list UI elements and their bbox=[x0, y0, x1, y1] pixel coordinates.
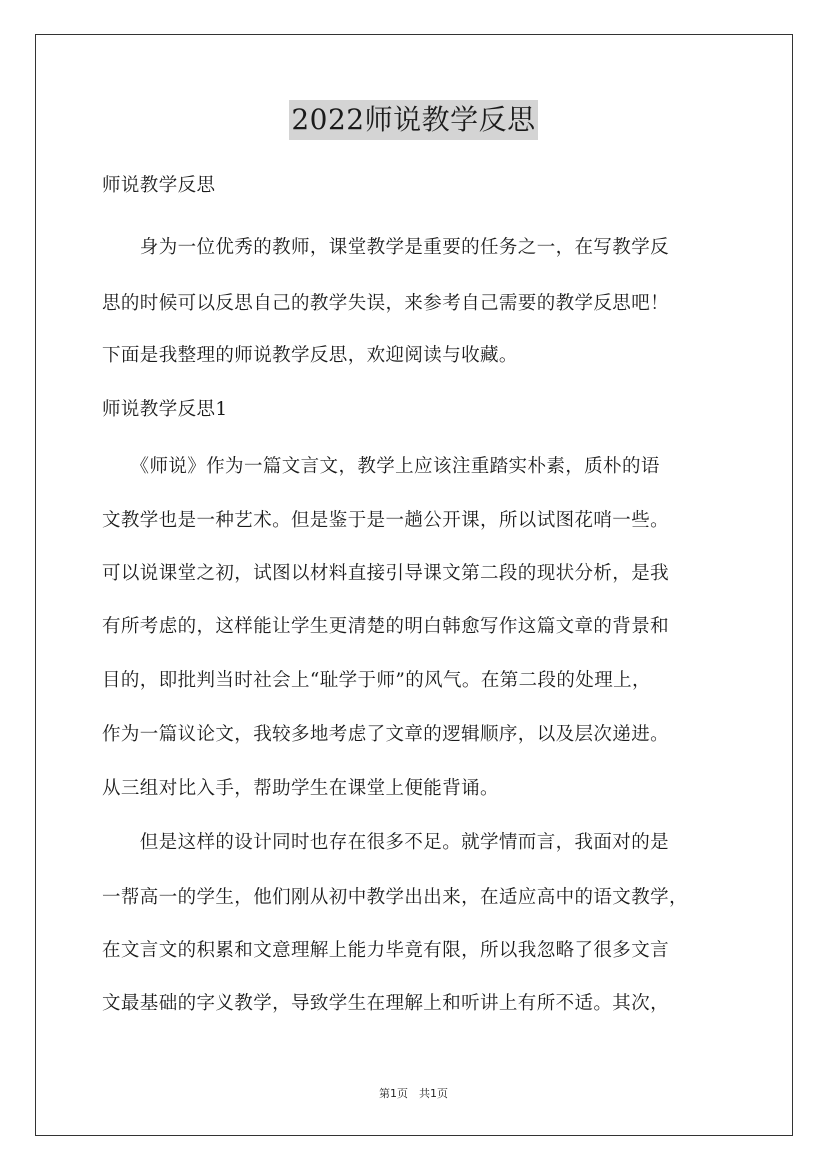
paragraph-line: 身为一位优秀的教师，课堂教学是重要的任务之一，在写教学反 bbox=[102, 237, 670, 258]
paragraph-line: 思的时候可以反思自己的教学失误，来参考自己需要的教学反思吧！ bbox=[102, 293, 670, 314]
paragraph-line: 在文言文的积累和文意理解上能力毕竟有限，所以我忽略了很多文言 bbox=[102, 940, 670, 961]
document-title: 2022师说教学反思 bbox=[289, 100, 537, 140]
heading-line: 师说教学反思 bbox=[102, 175, 216, 196]
paragraph-line: 文最基础的字义教学，导致学生在理解上和听讲上有所不适。其次， bbox=[102, 993, 670, 1014]
paragraph-line: 从三组对比入手，帮助学生在课堂上便能背诵。 bbox=[102, 778, 499, 799]
paragraph-line: 可以说课堂之初，试图以材料直接引导课文第二段的现状分析，是我 bbox=[102, 563, 670, 584]
page-border bbox=[35, 34, 793, 1136]
paragraph-line: 作为一篇议论文，我较多地考虑了文章的逻辑顺序，以及层次递进。 bbox=[102, 724, 670, 745]
title-container bbox=[0, 100, 827, 140]
paragraph-line: 但是这样的设计同时也存在很多不足。就学情而言，我面对的是 bbox=[102, 832, 670, 853]
paragraph-line: 下面是我整理的师说教学反思，欢迎阅读与收藏。 bbox=[102, 345, 518, 366]
paragraph-line: 有所考虑的，这样能让学生更清楚的明白韩愈写作这篇文章的背景和 bbox=[102, 616, 670, 637]
heading-line: 师说教学反思1 bbox=[102, 399, 228, 420]
paragraph-line: 《师说》作为一篇文言文，教学上应该注重踏实朴素，质朴的语 bbox=[102, 456, 660, 477]
paragraph-line: 目的，即批判当时社会上“耻学于师”的风气。在第二段的处理上， bbox=[102, 670, 651, 691]
page-footer: 第1页 共1页 bbox=[379, 1087, 448, 1100]
paragraph-line: 一帮高一的学生，他们刚从初中教学出出来，在适应高中的语文教学， bbox=[102, 887, 688, 908]
paragraph-line: 文教学也是一种艺术。但是鉴于是一趟公开课，所以试图花哨一些。 bbox=[102, 510, 670, 531]
